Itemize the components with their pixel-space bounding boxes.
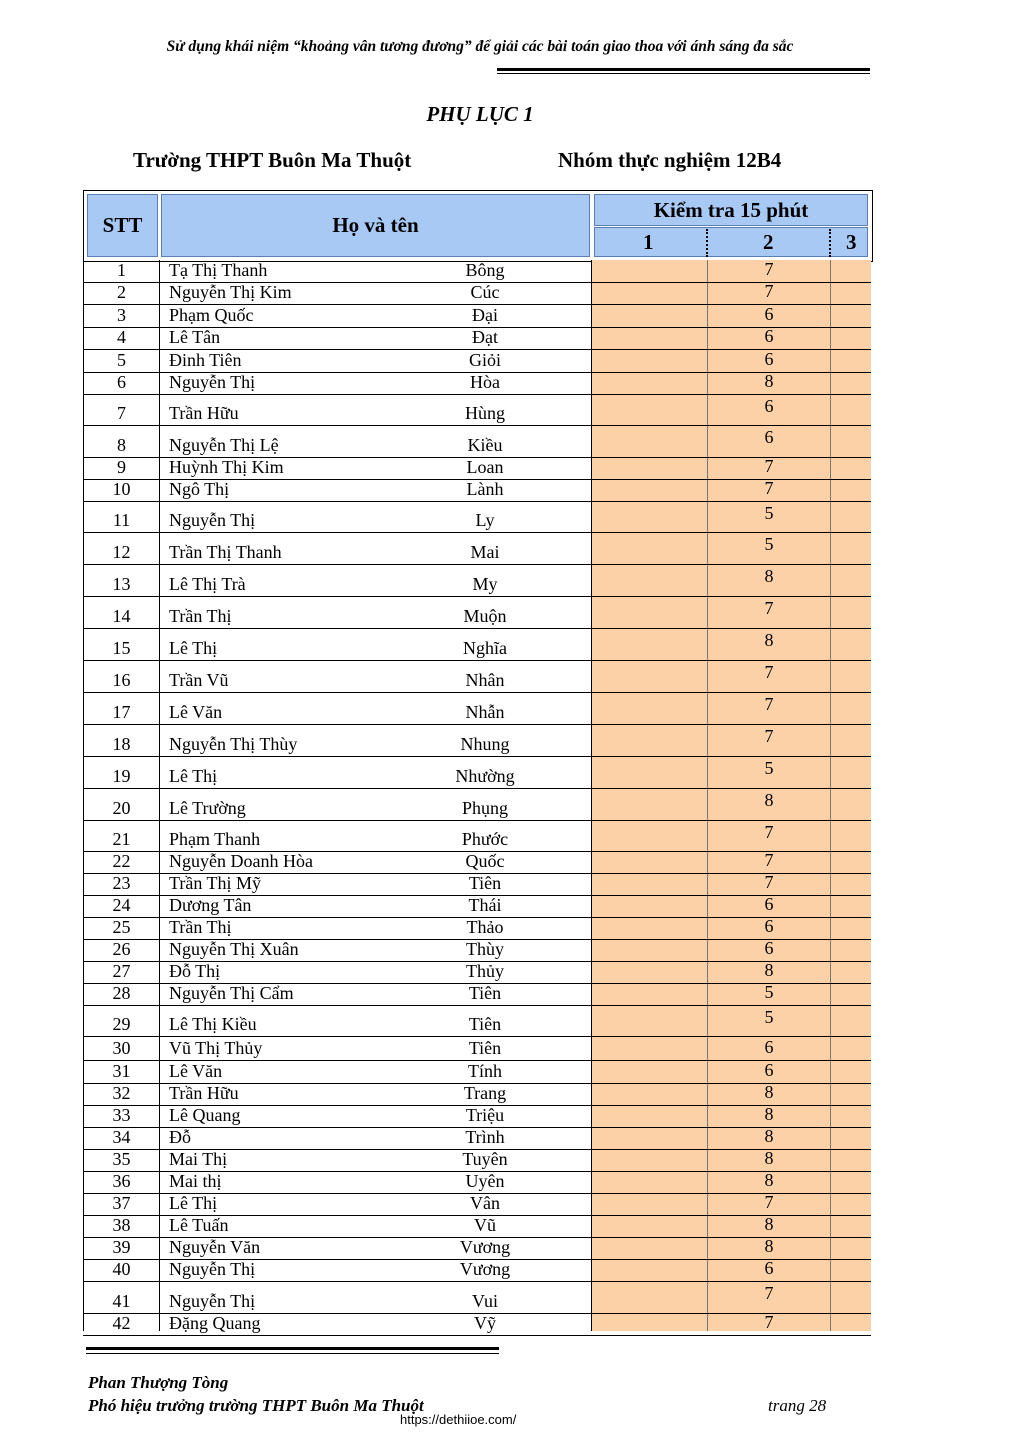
score-cell: 6: [764, 1258, 774, 1278]
stt-cell: 9: [117, 457, 126, 477]
table-row: [83, 895, 871, 918]
stt-cell: 42: [112, 1313, 131, 1333]
given-name-cell: Đại: [472, 305, 498, 325]
name-cell: Vũ Thị Thủy: [169, 1038, 263, 1058]
table-row: [83, 1193, 871, 1216]
score-cell: 6: [764, 938, 774, 958]
table-row: [83, 1083, 871, 1106]
name-cell: Lê Thị Kiều: [169, 1014, 257, 1034]
footer-author: Phan Thượng Tòng: [88, 1373, 229, 1392]
page-number: trang 28: [768, 1396, 827, 1415]
name-cell: Phạm Thanh: [169, 829, 261, 849]
score-cell: 7: [764, 1192, 774, 1212]
score-cell: 7: [764, 456, 774, 476]
table-row: [83, 1313, 871, 1336]
stt-cell: 16: [112, 670, 131, 690]
table-row: [83, 1259, 871, 1282]
given-name-cell: Cúc: [470, 282, 500, 302]
name-cell: Lê Văn: [169, 1061, 223, 1081]
score-cell: 6: [764, 427, 774, 447]
name-cell: Đinh Tiên: [169, 350, 242, 370]
given-name-cell: Thùy: [466, 939, 504, 959]
name-cell: Nguyễn Thị Lệ: [169, 435, 279, 455]
given-name-cell: My: [472, 574, 498, 594]
name-cell: Lê Tân: [169, 327, 221, 347]
stt-cell: 25: [112, 917, 131, 937]
score-cell: 5: [764, 758, 774, 778]
name-cell: Đỗ: [169, 1127, 191, 1147]
given-name-cell: Thảo: [466, 917, 504, 937]
name-cell: Lê Thị Trà: [169, 574, 246, 594]
name-cell: Nguyễn Thị: [169, 1259, 256, 1279]
score-cell: 8: [764, 1082, 774, 1102]
score-cell: 8: [764, 630, 774, 650]
table-row: [83, 1281, 871, 1314]
name-cell: Trần Vũ: [169, 670, 229, 690]
given-name-cell: Hòa: [470, 372, 500, 392]
given-name-cell: Trang: [463, 1083, 507, 1103]
score-cell: 6: [764, 1060, 774, 1080]
name-cell: Nguyễn Thị Kim: [169, 282, 292, 302]
name-cell: Lê Văn: [169, 702, 223, 722]
score-cell: 5: [764, 1007, 774, 1027]
stt-cell: 32: [112, 1083, 131, 1103]
score-cell: 6: [764, 304, 774, 324]
table-row: [83, 961, 871, 984]
stt-cell: 34: [112, 1127, 131, 1147]
table-row: [83, 983, 871, 1006]
table-row: [83, 660, 871, 693]
table-row: [83, 1149, 871, 1172]
stt-cell: 18: [112, 734, 131, 754]
table-row: [83, 372, 871, 395]
score-cell: 8: [764, 1148, 774, 1168]
table-row: [83, 282, 871, 305]
name-cell: Ngô Thị: [169, 479, 230, 499]
stt-cell: 2: [117, 282, 126, 302]
score-cell: 6: [764, 326, 774, 346]
score-cell: 7: [764, 1283, 774, 1303]
score-cell: 6: [764, 396, 774, 416]
name-cell: Trần Thị: [169, 917, 232, 937]
table-row: [83, 1215, 871, 1238]
name-cell: Dương Tân: [169, 895, 252, 915]
table-row: [83, 596, 871, 629]
given-name-cell: Tiên: [468, 1014, 502, 1034]
name-cell: Lê Quang: [169, 1105, 241, 1125]
footer-position: Phó hiệu trưởng trường THPT Buôn Ma Thuột: [88, 1396, 424, 1415]
table-row: [83, 1105, 871, 1128]
stt-cell: 20: [112, 798, 131, 818]
score-cell: 6: [764, 349, 774, 369]
given-name-cell: Bông: [465, 260, 505, 280]
table-row: [83, 724, 871, 757]
name-cell: Lê Trường: [169, 798, 246, 818]
table-row: [83, 1237, 871, 1260]
score-cell: 7: [764, 1312, 774, 1332]
stt-cell: 37: [112, 1193, 131, 1213]
name-cell: Đỗ Thị: [169, 961, 221, 981]
name-cell: Nguyễn Thị: [169, 1291, 256, 1311]
name-cell: Tạ Thị Thanh: [169, 260, 268, 280]
table-row: [83, 1171, 871, 1194]
footer-url[interactable]: https://dethiioe.com/: [400, 1412, 517, 1427]
given-name-cell: Đạt: [472, 327, 498, 347]
score-cell: 8: [764, 1104, 774, 1124]
name-cell: Nguyễn Thị Thùy: [169, 734, 298, 754]
given-name-cell: Nghĩa: [463, 638, 507, 658]
name-cell: Lê Thị: [169, 766, 218, 786]
score-cell: 8: [764, 960, 774, 980]
score-cell: 6: [764, 1037, 774, 1057]
given-name-cell: Giỏi: [468, 350, 501, 370]
given-name-cell: Tuyên: [462, 1149, 508, 1169]
stt-cell: 36: [112, 1171, 131, 1191]
name-cell: Nguyễn Doanh Hòa: [169, 851, 313, 871]
given-name-cell: Tiên: [468, 1038, 502, 1058]
name-cell: Trần Thị Thanh: [169, 542, 282, 562]
given-name-cell: Kiều: [467, 435, 503, 455]
stt-cell: 21: [112, 829, 131, 849]
name-cell: Trần Hữu: [169, 403, 239, 423]
given-name-cell: Nhẫn: [465, 702, 505, 722]
score-cell: 7: [764, 259, 774, 279]
table-row: [83, 873, 871, 896]
given-name-cell: Ly: [475, 510, 495, 530]
table-row: [83, 939, 871, 962]
table-row: [83, 788, 871, 821]
stt-cell: 22: [112, 851, 131, 871]
header-rule-thin: [497, 73, 870, 74]
score-cell: 8: [764, 371, 774, 391]
table-row: [83, 1036, 871, 1061]
name-cell: Đặng Quang: [169, 1313, 261, 1333]
stt-cell: 29: [112, 1014, 131, 1034]
score-cell: 8: [764, 790, 774, 810]
score-cell: 5: [764, 982, 774, 1002]
name-cell: Nguyễn Văn: [169, 1237, 261, 1257]
stt-cell: 17: [112, 702, 131, 722]
group-name: Nhóm thực nghiệm 12B4: [558, 148, 782, 172]
name-cell: Nguyễn Thị: [169, 372, 256, 392]
stt-cell: 31: [112, 1061, 131, 1081]
table-row: [83, 917, 871, 940]
given-name-cell: Vỹ: [474, 1313, 496, 1333]
school-name: Trường THPT Buôn Ma Thuột: [133, 148, 412, 172]
footer-rule-thin: [86, 1353, 499, 1354]
name-cell: Trần Thị: [169, 606, 232, 626]
given-name-cell: Nhân: [465, 670, 505, 690]
name-cell: Lê Thị: [169, 638, 218, 658]
given-name-cell: Vui: [472, 1291, 498, 1311]
stt-cell: 41: [112, 1291, 131, 1311]
stt-cell: 39: [112, 1237, 131, 1257]
given-name-cell: Thủy: [466, 961, 504, 981]
subcol-divider: [706, 229, 708, 257]
given-name-cell: Quốc: [465, 851, 505, 871]
table-row: [83, 564, 871, 597]
table-row: [83, 394, 871, 426]
name-cell: Mai Thị: [169, 1149, 228, 1169]
given-name-cell: Loan: [466, 457, 504, 477]
name-cell: Phạm Quốc: [169, 305, 254, 325]
score-cell: 7: [764, 598, 774, 618]
table-row: [83, 1127, 871, 1150]
given-name-cell: Muộn: [463, 606, 507, 626]
table-row: [83, 501, 871, 533]
score-cell: 7: [764, 478, 774, 498]
given-name-cell: Vũ: [474, 1215, 496, 1235]
footer-rule: [86, 1347, 499, 1350]
name-cell: Mai thị: [169, 1171, 222, 1191]
name-cell: Nguyễn Thị Xuân: [169, 939, 299, 959]
name-cell: Nguyễn Thị: [169, 510, 256, 530]
table-row: [83, 1060, 871, 1084]
stt-cell: 30: [112, 1038, 131, 1058]
score-cell: 6: [764, 916, 774, 936]
score-cell: 7: [764, 850, 774, 870]
name-cell: Trần Thị Mỹ: [169, 873, 262, 893]
score-cell: 7: [764, 694, 774, 714]
table-row: [83, 756, 871, 789]
table-row: [83, 820, 871, 852]
score-cell: 7: [764, 662, 774, 682]
table-row: [83, 425, 871, 458]
given-name-cell: Nhường: [455, 766, 515, 786]
table-row: [83, 628, 871, 661]
stt-cell: 5: [117, 350, 126, 370]
stt-cell: 15: [112, 638, 131, 658]
header-subcols: [594, 227, 868, 257]
given-name-cell: Triệu: [465, 1105, 505, 1125]
subcol-1: 1: [643, 229, 654, 254]
header-test: Kiểm tra 15 phút: [594, 194, 868, 226]
name-cell: Nguyễn Thị Cẩm: [169, 983, 294, 1003]
score-cell: 8: [764, 566, 774, 586]
stt-cell: 6: [117, 372, 126, 392]
score-cell: 6: [764, 894, 774, 914]
given-name-cell: Mai: [470, 542, 500, 562]
table-row: [83, 479, 871, 502]
name-cell: Lê Thị: [169, 1193, 218, 1213]
name-cell: Huỳnh Thị Kim: [169, 457, 284, 477]
score-cell: 8: [764, 1126, 774, 1146]
stt-cell: 38: [112, 1215, 131, 1235]
running-header: Sử dụng khái niệm “khoảng vân tương đương” để giải các bài toán giao thoa với ánh sáng đa sắc: [166, 38, 794, 55]
score-cell: 8: [764, 1214, 774, 1234]
stt-cell: 33: [112, 1105, 131, 1125]
score-cell: 8: [764, 1170, 774, 1190]
subcol-divider: [829, 229, 831, 257]
table-row: [83, 304, 871, 328]
given-name-cell: Tính: [468, 1061, 502, 1081]
stt-cell: 11: [112, 510, 131, 530]
stt-cell: 7: [117, 403, 126, 423]
score-cell: 7: [764, 281, 774, 301]
given-name-cell: Lành: [466, 479, 504, 499]
given-name-cell: Vương: [459, 1259, 511, 1279]
table-row: [83, 851, 871, 874]
score-cell: 5: [764, 534, 774, 554]
stt-cell: 12: [112, 542, 131, 562]
given-name-cell: Tiên: [468, 983, 502, 1003]
given-name-cell: Nhung: [460, 734, 510, 754]
appendix-title: PHỤ LỤC 1: [426, 102, 534, 126]
given-name-cell: Phụng: [461, 798, 508, 818]
table-row: [83, 327, 871, 350]
subcol-2: 2: [763, 229, 774, 254]
header-rule: [497, 68, 870, 71]
stt-cell: 40: [112, 1259, 131, 1279]
score-cell: 7: [764, 872, 774, 892]
stt-cell: 23: [112, 873, 131, 893]
stt-cell: 27: [112, 961, 131, 981]
given-name-cell: Uyên: [465, 1171, 505, 1191]
header-stt: STT: [87, 194, 158, 257]
stt-cell: 24: [112, 895, 131, 915]
stt-cell: 28: [112, 983, 131, 1003]
score-cell: 5: [764, 503, 774, 523]
table-row: [83, 457, 871, 480]
name-cell: Lê Tuấn: [169, 1215, 229, 1235]
table-row: [83, 692, 871, 725]
given-name-cell: Vương: [459, 1237, 511, 1257]
stt-cell: 10: [112, 479, 131, 499]
given-name-cell: Tiên: [468, 873, 502, 893]
stt-cell: 14: [112, 606, 131, 626]
table-row: [83, 260, 871, 283]
stt-cell: 13: [112, 574, 131, 594]
stt-cell: 26: [112, 939, 131, 959]
score-cell: 8: [764, 1236, 774, 1256]
header-name: Họ và tên: [161, 194, 590, 257]
stt-cell: 1: [117, 260, 126, 280]
table-row: [83, 349, 871, 373]
stt-cell: 35: [112, 1149, 131, 1169]
table-row: [83, 532, 871, 565]
given-name-cell: Trình: [465, 1127, 505, 1147]
stt-cell: 4: [117, 327, 126, 347]
name-cell: Trần Hữu: [169, 1083, 239, 1103]
score-cell: 7: [764, 822, 774, 842]
score-cell: 7: [764, 726, 774, 746]
stt-cell: 3: [117, 305, 126, 325]
given-name-cell: Thái: [468, 895, 502, 915]
stt-cell: 8: [117, 435, 126, 455]
stt-cell: 19: [112, 766, 131, 786]
given-name-cell: Hùng: [465, 403, 505, 423]
table-row: [83, 1005, 871, 1037]
given-name-cell: Phước: [461, 829, 509, 849]
subcol-3: 3: [846, 229, 857, 254]
given-name-cell: Vân: [470, 1193, 500, 1213]
